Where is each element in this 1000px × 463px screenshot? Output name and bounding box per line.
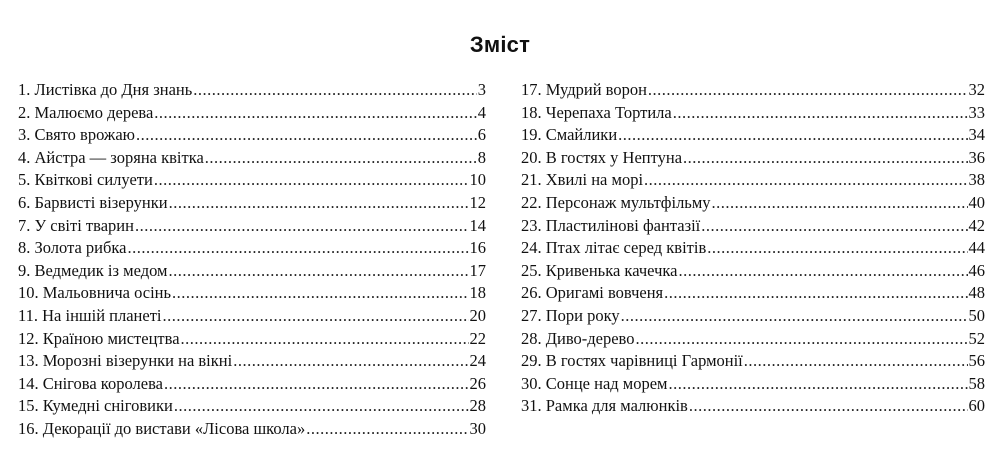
toc-entry (18, 282, 486, 305)
toc-dot-leader (673, 102, 968, 125)
toc-entry-title: 9. Ведмедик із медом (18, 260, 168, 280)
toc-entry (18, 350, 486, 373)
toc-entry-page: 56 (968, 351, 985, 371)
toc-entry-title: 3. Свято врожаю (18, 125, 135, 145)
toc-entry-page: 24 (469, 351, 486, 371)
toc-entry-page: 10 (469, 170, 486, 190)
toc-entry-page: 60 (968, 396, 985, 416)
toc-entry-page: 3 (477, 80, 486, 99)
toc-entry-title: 27. Пори року (521, 305, 620, 325)
toc-entry (18, 169, 486, 192)
toc-dot-leader (168, 260, 468, 283)
toc-entry-page: 36 (968, 147, 985, 167)
toc-dot-leader (163, 305, 469, 328)
toc-entry (18, 79, 486, 102)
toc-entry-page: 14 (469, 215, 486, 235)
toc-entry (18, 102, 486, 125)
toc-entry (18, 418, 486, 441)
toc-entry-page: 6 (477, 125, 486, 145)
toc-entry-title: 1. Листівка до Дня знань (18, 80, 193, 99)
toc-entry-title: 7. У світі тварин (18, 215, 134, 235)
toc-entry-page: 44 (968, 238, 985, 258)
toc-entry (18, 328, 486, 351)
toc-entry (18, 124, 486, 147)
toc-entry-page: 17 (469, 260, 486, 280)
toc-entry-page: 28 (469, 396, 486, 416)
toc-entry (18, 215, 486, 238)
toc-entry-page: 42 (968, 215, 985, 235)
toc-entry-page: 8 (477, 147, 486, 167)
toc-entry-page: 33 (968, 102, 985, 122)
toc-column-left (18, 79, 486, 441)
toc-entry-page: 46 (968, 260, 985, 280)
toc-entry-page: 26 (469, 373, 486, 393)
toc-entry-title: 12. Країною мистецтва (18, 328, 180, 348)
toc-entry (521, 147, 985, 170)
toc-dot-leader (689, 395, 968, 418)
toc-dot-leader (154, 169, 469, 192)
toc-column-right (521, 79, 985, 418)
toc-dot-leader (169, 192, 469, 215)
toc-entry (521, 215, 985, 238)
toc-entry (18, 395, 486, 418)
toc-entry-title: 24. Птах літає серед квітів (521, 238, 707, 258)
toc-dot-leader (648, 79, 968, 102)
toc-entry-page: 50 (968, 305, 985, 325)
toc-dot-leader (618, 124, 967, 147)
toc-entry-title: 20. В гостях у Нептуна (521, 147, 683, 167)
toc-dot-leader (635, 328, 967, 351)
toc-dot-leader (707, 237, 967, 260)
toc-entry (521, 237, 985, 260)
toc-dot-leader (233, 350, 468, 373)
toc-dot-leader (644, 169, 967, 192)
toc-entry-title: 14. Снігова королева (18, 373, 163, 393)
toc-entry (18, 147, 486, 170)
toc-entry-page: 22 (469, 328, 486, 348)
toc-entry-page: 16 (469, 238, 486, 258)
toc-entry-page: 58 (968, 373, 985, 393)
toc-entry-page: 52 (968, 328, 985, 348)
toc-dot-leader (154, 102, 476, 125)
toc-entry (521, 169, 985, 192)
toc-dot-leader (164, 373, 469, 396)
toc-dot-leader (181, 328, 469, 351)
toc-entry-title: 15. Кумедні сніговики (18, 396, 173, 416)
toc-dot-leader (128, 237, 469, 260)
toc-dot-leader (664, 282, 967, 305)
toc-entry-title: 2. Малюємо дерева (18, 102, 154, 122)
toc-entry-title: 22. Персонаж мультфільму (521, 192, 711, 212)
toc-entry-title: 13. Морозні візерунки на вікні (18, 351, 233, 371)
toc-entry-page: 18 (469, 283, 486, 303)
toc-entry (18, 260, 486, 283)
toc-entry (521, 192, 985, 215)
toc-dot-leader (712, 192, 968, 215)
toc-entry-page: 38 (968, 170, 985, 190)
toc-entry-title: 21. Хвилі на морі (521, 170, 644, 190)
toc-entry-page: 32 (968, 80, 985, 99)
toc-dot-leader (174, 395, 469, 418)
toc-dot-leader (621, 305, 968, 328)
toc-entry (521, 260, 985, 283)
toc-entry-page: 48 (968, 283, 985, 303)
toc-entry (18, 192, 486, 215)
toc-dot-leader (744, 350, 968, 373)
toc-entry (18, 373, 486, 396)
toc-dot-leader (678, 260, 967, 283)
toc-entry-page: 40 (968, 192, 985, 212)
toc-entry (521, 305, 985, 328)
toc-entry-page: 34 (968, 125, 985, 145)
toc-entry-title: 31. Рамка для малюнків (521, 396, 688, 416)
toc-entry-title: 4. Айстра — зоряна квітка (18, 147, 204, 167)
toc-entry-title: 30. Сонце над морем (521, 373, 668, 393)
toc-entry-title: 11. На іншій планеті (18, 305, 162, 325)
toc-entry-title: 18. Черепаха Тортила (521, 102, 672, 122)
toc-entry-title: 25. Кривенька качечка (521, 260, 678, 280)
toc-dot-leader (683, 147, 967, 170)
toc-entry-title: 29. В гостях чарівниці Гармонії (521, 351, 743, 371)
toc-entry (521, 102, 985, 125)
page-title: Зміст (469, 32, 531, 57)
toc-entry (521, 124, 985, 147)
toc-entry (521, 328, 985, 351)
toc-dot-leader (135, 215, 469, 238)
toc-entry (521, 373, 985, 396)
toc-dot-leader (669, 373, 968, 396)
toc-entry-title: 23. Пластилінові фантазії (521, 215, 701, 235)
toc-entry (18, 237, 486, 260)
toc-entry (521, 395, 985, 418)
toc-entry-title: 19. Смайлики (521, 125, 618, 145)
toc-entry-page: 12 (469, 192, 486, 212)
toc-entry-title: 28. Диво-дерево (521, 328, 635, 348)
toc-entry-title: 8. Золота рибка (18, 238, 127, 258)
toc-dot-leader (701, 215, 967, 238)
toc-entry-title: 17. Мудрий ворон (521, 80, 647, 99)
toc-dot-leader (306, 418, 468, 441)
toc-entry-title: 16. Декорації до вистави «Лісова школа» (18, 418, 306, 438)
toc-entry (521, 282, 985, 305)
toc-entry-title: 6. Барвисті візерунки (18, 192, 168, 212)
toc-entry (521, 79, 985, 102)
toc-entry-page: 4 (477, 102, 486, 122)
toc-entry-page: 30 (469, 418, 486, 438)
toc-entry (18, 305, 486, 328)
toc-entry-title: 10. Мальовнича осінь (18, 283, 172, 303)
toc-dot-leader (136, 124, 477, 147)
toc-entry (521, 350, 985, 373)
toc-dot-leader (205, 147, 477, 170)
toc-dot-leader (193, 79, 477, 102)
toc-entry-title: 5. Квіткові силуети (18, 170, 153, 190)
toc-entry-page: 20 (469, 305, 486, 325)
toc-entry-title: 26. Оригамі вовченя (521, 283, 664, 303)
toc-dot-leader (172, 282, 468, 305)
